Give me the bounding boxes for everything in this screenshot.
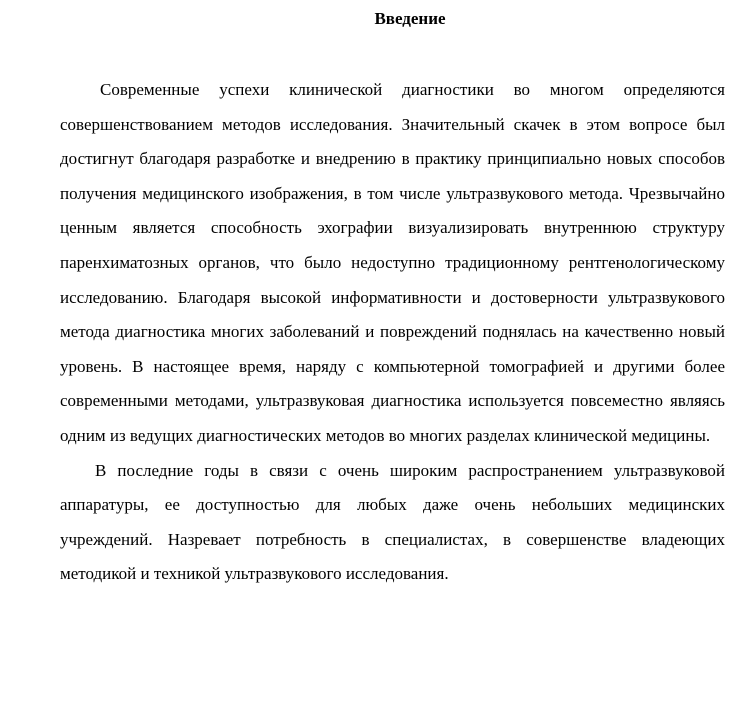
paragraph-1: Современные успехи клинической диагностики во многом определяются совершенствованием методов исследования. Значительный скачек в этом вопросе был достигнут благодаря разработке и внедрению в практику принципиально новых способов получения медицинского изображения, в том числе ультразвукового метода. Чрезвычайно ценным является способность эхографии визуализировать внутреннюю структуру паренхиматозных органов, что было недоступно традиционному рентгенологическому исследованию. Благодаря высокой информативности и достоверности ультразвукового метода диагностика многих заболеваний и повреждений поднялась на качественно новый уровень. В настоящее время, наряду с компьютерной томографией и другими более современными методами, ультразвуковая диагностика используется повсеместно являясь одним из ведущих диагностических методов во многих разделах клинической медицины. (60, 80, 725, 445)
document-title: Введение (374, 9, 446, 28)
document-body (60, 73, 725, 592)
paragraph-2: В последние годы в связи с очень широким распространением ультразвуковой аппаратуры, ее доступностью для любых даже очень небольших медицинских учреждений. Назревает потребность в специалистах, в совершенстве владеющих методикой и техникой ультразвукового исследования. (60, 460, 725, 584)
